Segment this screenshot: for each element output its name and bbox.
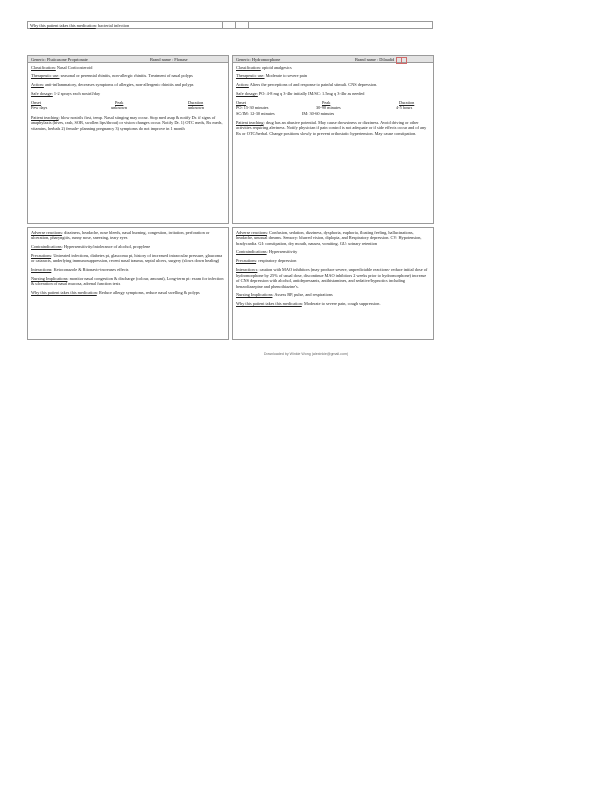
- therapeutic-use: Therapeutic use: Moderate to severe pain: [236, 73, 307, 79]
- classification: Classification: opioid analgesics: [236, 64, 292, 70]
- generic-name: Generic: Hydromorphone: [236, 57, 281, 63]
- why-label: Why this patient takes this medication: [30, 23, 96, 28]
- patient-teaching: Patient teaching: drug has an abusive potential. May cause drowsiness or dizziness. Avoid driving or other activities requiring alertness. Notify physician if pain control is not adequate or if side effects occur and of any Rx or OTC/herbal. Change positions slowly to prevent orthostatic hypertension. May cause constipation.: [236, 119, 427, 136]
- safe-dosage: Safe dosage: PO: 4-8 mg q 3-4hr initially IM/SC: 1.5mg q 3-4hr as needed: [236, 90, 365, 96]
- why-this-patient: Why this patient takes this medication: Moderate to severe pain, cough suppression.: [236, 301, 381, 307]
- download-footer: Downloaded by Winkie Wong (alexinkie@gmail.com): [263, 352, 349, 356]
- empty-cell: [236, 22, 249, 28]
- drug-card-top-section: [27, 63, 229, 224]
- action: Action: Alters the perceptions of and response to painful stimuli. CNS depression.: [236, 82, 378, 88]
- drug-card-bottom-section: [232, 227, 434, 340]
- classification: Classification: Nasal Corticosteroid: [31, 64, 93, 70]
- timing-table: Onset Peak Duration Few days unknown unknown: [31, 99, 204, 111]
- precautions: Precautions: Untreated infections, diabetes pt, glaucoma pt, history of increased intraocular pressure, glaucoma or cataracts, underlying immunosuppression, recent nasal trauma, septal ulcers, surgery (slows down healing): [31, 252, 223, 264]
- contraindications: Contraindications: Hypersensitivity: [236, 249, 298, 255]
- why-this-patient: Why this patient takes this medication: Reduce allergy symptoms, reduce nasal swelling & polyps: [31, 290, 200, 296]
- nursing-implications: Nursing Implications: Assess BP, pulse, and respirations: [236, 292, 333, 298]
- drug-card-header: [27, 55, 229, 63]
- interactions: Interaction s: caution with MAO inhibitors (may produce severe, unpredictable reactions- reduce initial dose of hydromorphone by 25% of usual dose, discontinue MAO inhibitors 2 weeks prior to hydromorphone) increase of CNS depression with alcohol, antidepressants, antihistamines, and sedative/hypnotics including benzodiazepine and phenothiazine's.: [236, 266, 428, 289]
- drug-card-bottom-section: [27, 227, 229, 340]
- drug-card-fluticasone: [27, 55, 229, 340]
- previous-card-row: [27, 21, 433, 29]
- action: Action: anti-inflammatory, decreases symptoms of allergies, non-allergenic rhinitis and polyps: [31, 82, 194, 88]
- drug-card-top-section: [232, 63, 434, 224]
- brand-name: Brand name : Flonase: [150, 57, 188, 63]
- previous-card-why-cell: [28, 22, 223, 28]
- drug-card-hydromorphone: [232, 55, 434, 340]
- timing-table: Onset Peak Duration PO: 15-30 minutes 30-90 minutes 4-5 hours SC/IM: 12-30 minutes IM: 30-60 minutes: [236, 99, 415, 116]
- brand-name: Brand name : Dilaudid: [355, 57, 395, 63]
- precautions: Precautions: respiratory depression: [236, 258, 297, 264]
- therapeutic-use: Therapeutic use: seasonal or perennial rhinitis, non-allergic rhinitis. Treatment of nasal polyps: [31, 73, 193, 79]
- adverse-reactions: Adverse reactions: dizziness, headache, nose bleeds, nasal burning, congestion, irritation, perforation or ulceration, pharyngitis, runny nose, sneezing, teary eyes: [31, 229, 210, 241]
- why-value: : bacterial infection: [95, 23, 130, 28]
- interactions: Interactions: Ketoconazole & Ritonavir-increases effects: [31, 266, 129, 272]
- empty-cell: [223, 22, 236, 28]
- generic-name: Generic: Fluticasone Proprionate: [31, 57, 88, 63]
- nursing-implications: Nursing Implications: monitor nasal congestion & discharge (colour, amount), Long-term pt: exam for infection & ulceration of nasal mucosa, adrenal function tests: [31, 275, 224, 287]
- safe-dosage: Safe dosage: 1-2 sprays each nostril/day: [31, 90, 101, 96]
- patient-teaching: Patient teaching: blow nostrils first, temp. Nasal stinging may occur. Stop med asap & notify Dr. if signs of anaphylaxis (hives, rash, SOB, swollen lips/throat) or vision changes occur. Notify Dr. 1) OTC meds, Rx meds, vitamins, herbals 2) female- planning pregnancy 3) symptoms do not improve in 1 month: [31, 114, 223, 131]
- contraindications: Contraindications: Hypersensitivity/intolerance of alcohol, propylene: [31, 243, 151, 249]
- adverse-reactions: Adverse reactions: Confusion, sedation, dizziness, dysphoria, euphoria, floating feeling, hallucinations, headache, unusual dreams. Sensory: blurred vision, diplopia, and Respiratory depression. CV: Hypotension, bradycardia. GI: constipation, dry mouth, nausea, vomiting. GU: urinary retention: [236, 229, 422, 246]
- drug-card-header: [232, 55, 434, 63]
